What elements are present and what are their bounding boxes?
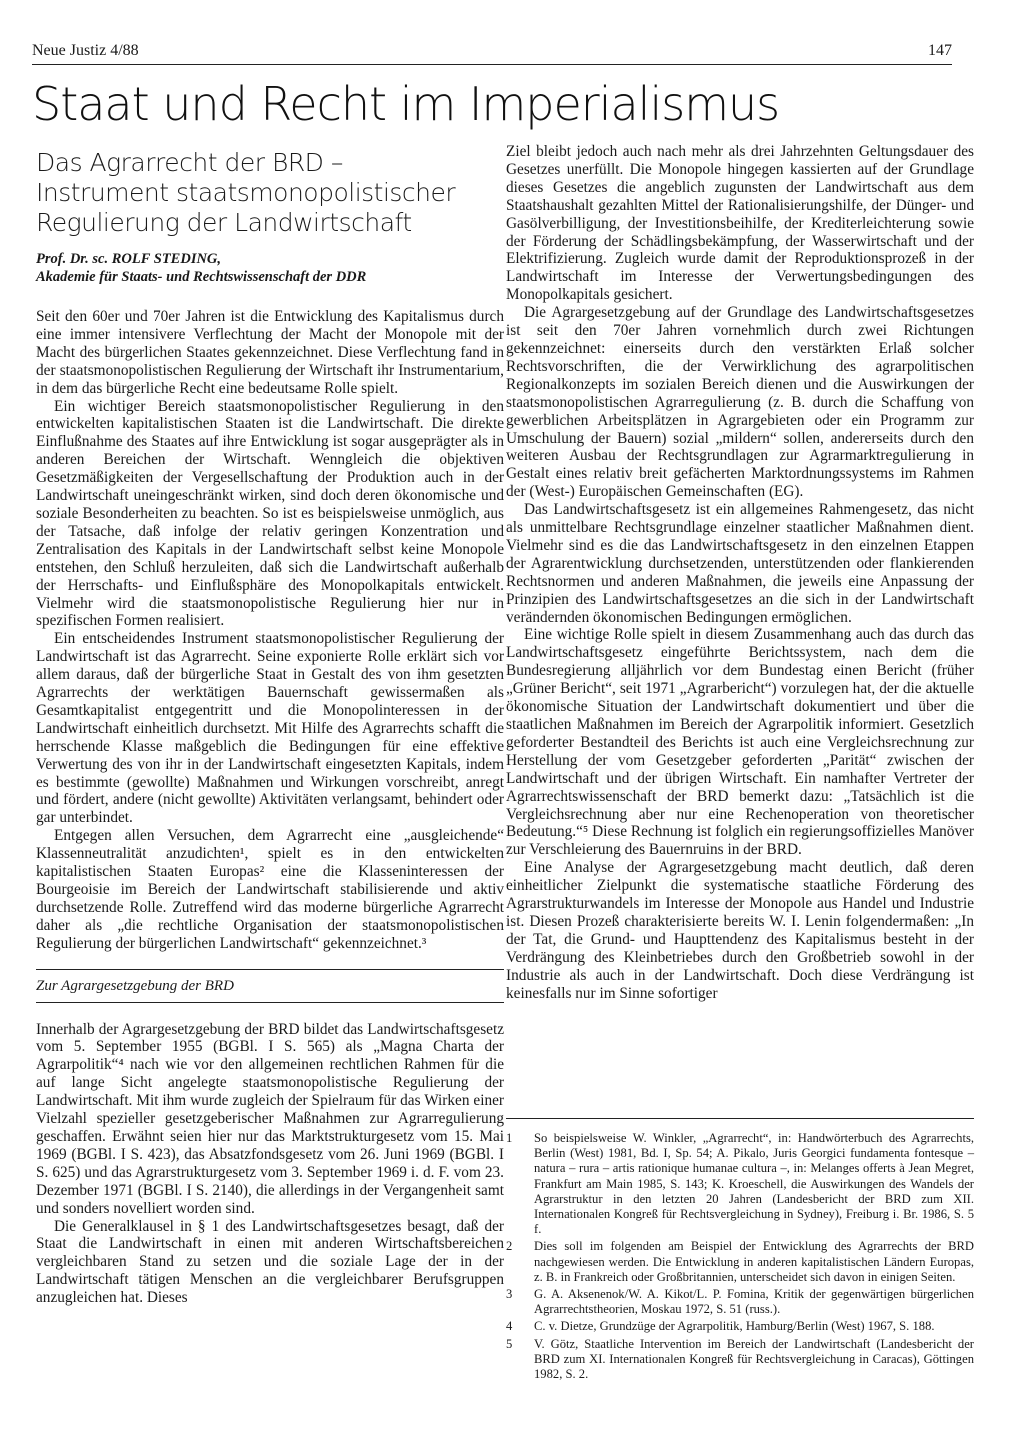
footnote-number: 3 xyxy=(506,1287,513,1302)
left-column xyxy=(36,140,504,1307)
body-paragraph: Die Generalklausel in § 1 des Landwirtschaftsgesetzes besagt, daß der Staat die Landwirtschaft in einen mit anderen Wirtschaftsbereichen vergleichbaren Stand zu setzen und die soziale Lage der in der Landwirtschaft tätigen Menschen an die vergleichbarer Berufsgruppen anzugleichen hat. Dieses xyxy=(36,1217,504,1307)
footnotes xyxy=(506,1118,974,1384)
footnote-text: Dies soll im folgenden am Beispiel der Entwicklung des Agrarrechts der BRD nachgewiesen werden. Die Entwicklung in anderen kapitalistischen Ländern Europas, z. B. in Frankreich oder Großbritannien, unterscheidet sich davon in einigen Seiten. xyxy=(534,1239,974,1284)
article-title-line: Das Agrarrecht der BRD – xyxy=(36,148,343,177)
body-paragraph: Ein wichtiger Bereich staatsmonopolistischer Regulierung in den entwickelten kapitalistischen Staaten ist die Landwirtschaft. Die direkte Einflußnahme des Staates auf ihre Entwicklung ist sogar ausgeprägter als in anderen Bereichen der Wirtschaft. Wenngleich die objektiven Gesetzmäßigkeiten der Vergesellschaftung der Produktion auch in der Landwirtschaft uneingeschränkt wirken, sind doch deren ökonomische und soziale Besonderheiten zu beachten. So ist es beispielsweise unmöglich, aus der Tatsache, daß infolge der relativ geringen Konzentration und Zentralisation des Kapitals in der Landwirtschaft selbst keine Monopole entstehen, den Schluß herzuleiten, daß sich die Landwirtschaft außerhalb der Herrschafts- und Einflußsphäre des Monopolkapitals entwickelt. Vielmehr wird die staatsmonopolistische Regulierung hier nur in spezifischen Formen realisiert. xyxy=(36,397,504,630)
body-paragraph: Eine Analyse der Agrargesetzgebung macht deutlich, daß deren einheitlicher Zielpunkt die systematische staatliche Förderung des Agrarstrukturwandels im Interesse der Monopole aus Handel und Industrie ist. Diesen Prozeß charakterisierte bereits W. I. Lenin folgendermaßen: „In der Tat, die Grund- und Haupttendenz des Kapitalismus besteht in der Verdrängung des Kleinbetriebes durch den Großbetrieb sowohl in der Industrie als auch in der Landwirtschaft. Doch diese Verdrängung ist keinesfalls nur im Sinne sofortiger xyxy=(506,859,974,1002)
right-column xyxy=(506,143,974,1003)
subheading: Zur Agrargesetzgebung der BRD xyxy=(36,969,504,1003)
footnote xyxy=(506,1131,974,1237)
footnote-number: 2 xyxy=(506,1239,513,1254)
footnote-number: 1 xyxy=(506,1131,513,1145)
article-title-line: Instrument staatsmonopolistischer xyxy=(36,178,456,207)
footnote-text: C. v. Dietze, Grundzüge der Agrarpolitik, Hamburg/Berlin (West) 1967, S. 188. xyxy=(534,1319,935,1334)
body-paragraph: Seit den 60er und 70er Jahren ist die Entwicklung des Kapitalismus durch eine immer intensivere Verflechtung der Macht der Monopole mit der Macht des bürgerlichen Staates gekennzeichnet. Diese Verflechtung fand in der staatsmonopolistischen Regulierung der Wirtschaft ihr Instrumentarium, in dem das bürgerliche Recht eine bedeutsame Rolle spielt. xyxy=(36,308,504,397)
footnote-text: G. A. Aksenenok/W. A. Kikot/L. P. Fomina, Kritik der gegenwärtigen bürgerlichen Agrarrechtstheorien, Moskau 1972, S. 51 (russ.). xyxy=(534,1287,974,1317)
footnote xyxy=(506,1337,974,1383)
author-name: Prof. Dr. sc. ROLF STEDING, xyxy=(36,251,222,267)
author-affiliation: Akademie für Staats- und Rechtswissenschaft der DDR xyxy=(36,269,367,285)
footnote-number: 4 xyxy=(506,1319,513,1334)
footnote-number: 5 xyxy=(506,1336,513,1351)
body-paragraph: Ein entscheidendes Instrument staatsmonopolistischer Regulierung der Landwirtschaft ist das Agrarrecht. Seine exponierte Rolle erklärt sich vor allem daraus, daß der bürgerliche Staat in Gestalt des von ihm gesetzten Agrarrechts der werktätigen Bauernschaft gewissermaßen als Gesamtkapitalist entgegentritt und die Monopolinteressen in der Landwirtschaft einheitlich durchsetzt. Mit Hilfe des Agrarrechts schafft die herrschende Klasse maßgeblich die Bedingungen für eine effektive Verwertung des von ihr in der Landwirtschaft eingesetzten Kapitals, indem es bestimmte (gewollte) Maßnahmen und Wirkungen vorschreibt, anregt und fördert, andere (nicht gewollte) Aktivitäten verlangsamt, behindert oder gar unterbindet. xyxy=(36,630,504,827)
article-title-line: Regulierung der Landwirtschaft xyxy=(36,208,412,237)
body-paragraph: Entgegen allen Versuchen, dem Agrarrecht eine „ausgleichende“ Klassenneutralität anzudichten¹, spielt es in den entwickelten kapitalistischen Staaten Europas² eine die Klasseninteressen der Bourgeoisie im Bereich der Landwirtschaft stabilisierende und aktiv durchsetzende Rolle. Zutreffend wird das moderne bürgerliche Agrarrecht daher als „die rechtliche Organisation der staatsmonopolistischen Regulierung der bürgerlichen Landwirtschaft“ gekennzeichnet.³ xyxy=(36,827,504,952)
header-rule xyxy=(32,64,952,65)
footnote xyxy=(506,1287,974,1317)
footnote-text: V. Götz, Staatliche Intervention im Bereich der Landwirtschaft (Landesbericht der BRD zum XI. Internationalen Kongreß für Rechtsvergleichung in Caracas), Göttingen 1982, S. 2. xyxy=(534,1336,974,1382)
footnote xyxy=(506,1239,974,1285)
author-block xyxy=(36,250,504,286)
journal-issue: Neue Justiz 4/88 xyxy=(32,42,139,59)
footnote xyxy=(506,1319,974,1334)
body-paragraph: Die Agrargesetzgebung auf der Grundlage des Landwirtschaftsgesetzes ist seit den 70er Jahren vornehmlich durch zwei Richtungen gekennzeichnet: einerseits durch den verstärkten Erlaß solcher Rechtsvorschriften, die der Verwirklichung des agrarpolitischen Regionalkonzepts im sozialen Bereich dienen und die Auswirkungen der staatsmonopolistischen Agrarregulierung (z. B. durch die Schaffung von gewerblichen Arbeitsplätzen in Agrargebieten oder ein Programm zur Umschulung der Bauern) sozial „mildern“ sollen, andererseits durch den weiteren Ausbau der Rechtsgrundlagen zur Agrarmarktregulierung in Gestalt eines relativ breit gefächerten Marktordnungssystems im Rahmen der (West-) Europäischen Gemeinschaften (EG). xyxy=(506,304,974,501)
footnote-text: So beispielsweise W. Winkler, „Agrarrecht“, in: Handwörterbuch des Agrarrechts, Berlin (West) 1981, Bd. I, Sp. 54; A. Pikalo, Juris Georgici fundamenta fontesque – natura – rura – artis rationique humanae cultura –, in: Melanges offerts à Jean Megret, Frankfurt am Main 1985, S. 143; K. Kroeschell, die Auswirkungen des Wandels der Agrarstruktur in den letzten 20 Jahren (Landesbericht der BRD zum XII. Internationalen Kongreß für Rechtsvergleichung in Sydney), Freiburg i. Br. 1986, S. 5 f. xyxy=(534,1131,974,1237)
body-paragraph: Das Landwirtschaftsgesetz ist ein allgemeines Rahmengesetz, das nicht als unmittelbare Rechtsgrundlage einzelner staatlicher Maßnahmen dient. Vielmehr sind es die das Landwirtschaftsgesetz in den einzelnen Etappen der Agrarentwicklung durchsetzenden, unterstützenden oder flankierenden Rechtsnormen und anderen Maßnahmen, die jeweils eine Anpassung der Prinzipien des Landwirtschaftsgesetzes an die sich in der Landwirtschaft verändernden ökonomischen Bedingungen ermöglichen. xyxy=(506,501,974,626)
article-title xyxy=(36,148,504,238)
body-paragraph: Innerhalb der Agrargesetzgebung der BRD bildet das Landwirtschaftsgesetz vom 5. September 1955 (BGBl. I S. 565) als „Magna Charta der Agrarpolitik“⁴ nach wie vor den allgemeinen rechtlichen Rahmen für die auf lange Sicht angelegte staatsmonopolistische Regulierung der Landwirtschaft. Mit ihm wurde zugleich der Spielraum für das Wirken einer Vielzahl spezieller gesetzgeberischer Maßnahmen zur Agrarregulierung geschaffen. Erwähnt seien hier nur das Marktstrukturgesetz vom 15. Mai 1969 (BGBl. I S. 423), das Absatzfondsgesetz vom 26. Juni 1969 (BGBl. I S. 625) und das Agrarstrukturgesetz vom 3. September 1969 i. d. F. vom 23. Dezember 1971 (BGBl. I S. 2140), die allerdings in der Vergangenheit samt und sonders novelliert worden sind. xyxy=(36,1020,504,1217)
page-number: 147 xyxy=(928,42,952,59)
body-paragraph: Ziel bleibt jedoch auch nach mehr als drei Jahrzehnten Geltungsdauer des Gesetzes unerfüllt. Die Monopole hingegen kassierten auf der Grundlage dieses Gesetzes die angeblich zugunsten der Landwirtschaft aus dem Staatshaushalt gezahlten Mittel der Rationalisierungshilfe, der Dünger- und Gasölverbilligung, der Investitionsbeihilfe, der Krediterleichterung sowie der Förderung der Schädlingsbekämpfung, der Wasserwirtschaft und der Elektrifizierung. Zugleich wurde damit der Reproduktionsprozeß in der Landwirtschaft im Interesse der Verwertungsbedingungen des Monopolkapitals gesichert. xyxy=(506,143,974,304)
running-head xyxy=(32,42,952,68)
body-paragraph: Eine wichtige Rolle spielt in diesem Zusammenhang auch das durch das Landwirtschaftsgesetz eingeführte Berichtssystem, nach dem die Bundesregierung alljährlich vor dem Bundestag einen Bericht (früher „Grüner Bericht“, seit 1971 „Agrarbericht“) vorzulegen hat, der die aktuelle ökonomische Situation der Landwirtschaft dokumentiert und über die staatlichen Maßnahmen im Bereich der Agrarpolitik informiert. Gesetzlich geforderter Bestandteil des Berichts ist auch eine Vergleichsrechnung zur Herstellung der vom Gesetzgeber geforderten „Parität“ zwischen der Landwirtschaft und der übrigen Wirtschaft. Ein namhafter Vertreter der Agrarrechtswissenschaft der BRD bemerkt dazu: „Tatsächlich ist die Vergleichsrechnung aber nur eine Rechenoperation von theoretischer Bedeutung.“⁵ Diese Rechnung ist folglich ein regierungsoffizielles Manöver zur Verschleierung des Bauernruins in der BRD. xyxy=(506,626,974,859)
section-title: Staat und Recht im Imperialismus xyxy=(32,77,780,131)
